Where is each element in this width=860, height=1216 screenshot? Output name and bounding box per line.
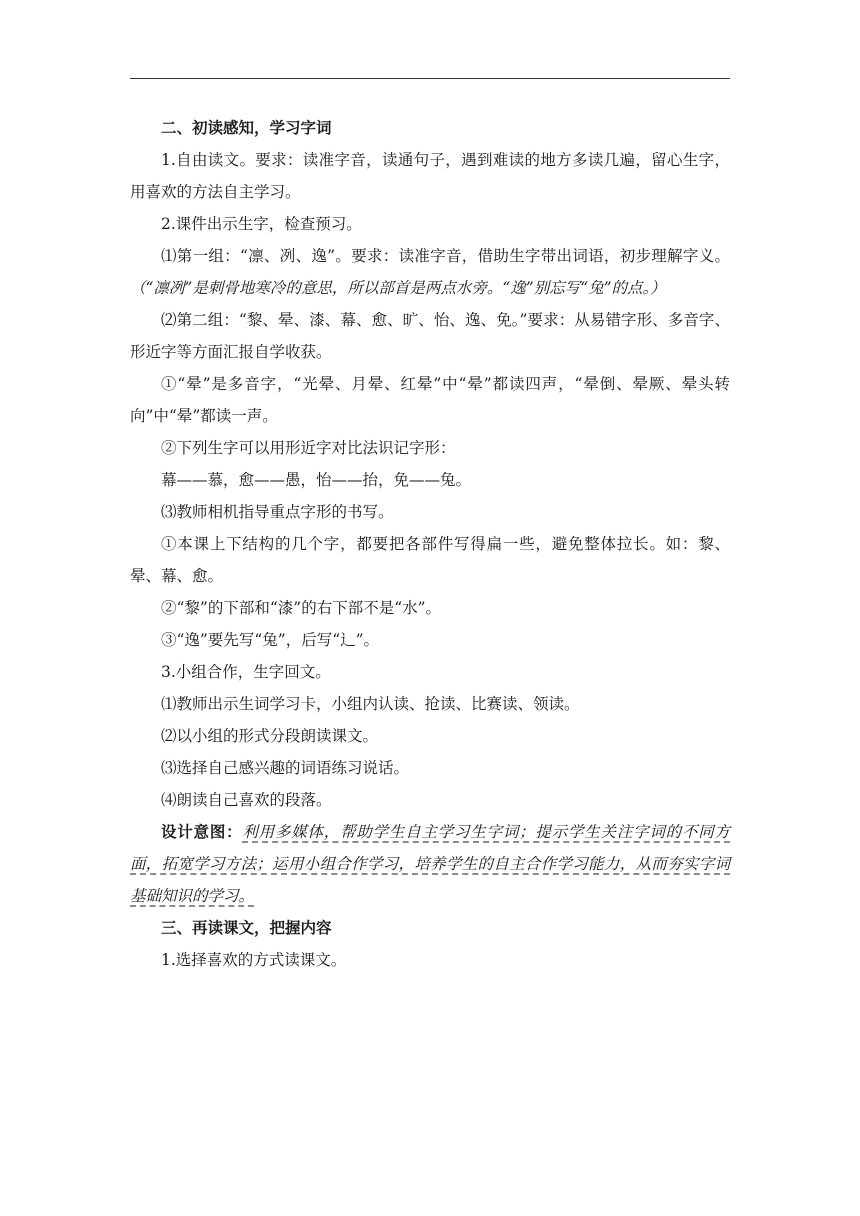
group-one-text: ⑴第一组：“凛、冽、逸”。要求：读准字音，借助生字带出词语，初步理解字义。 xyxy=(161,247,730,265)
paragraph: 1.选择喜欢的方式读课文。 xyxy=(161,951,347,969)
paragraph: 3.小组合作，生字回文。 xyxy=(161,663,331,681)
paragraph: 2.课件出示生字，检查预习。 xyxy=(161,215,362,233)
paragraph: 幕——慕，愈——愚，怡——抬，免——兔。 xyxy=(161,471,472,489)
paragraph xyxy=(130,240,730,304)
section-heading: 二、初读感知，学习字词 xyxy=(161,119,332,137)
paragraph: ⑶教师相机指导重点字形的书写。 xyxy=(161,503,394,521)
paragraph: 1.自由读文。要求：读准字音，读通句子，遇到难读的地方多读几遍，留心生字，用喜欢的方法自主学习。 xyxy=(130,151,730,201)
header-rule xyxy=(130,78,730,79)
paragraph: ⑵第二组：“黎、晕、漆、幕、愈、旷、怡、逸、免。”要求：从易错字形、多音字、形近字等方面汇报自学收获。 xyxy=(130,311,730,361)
document-body xyxy=(130,112,730,976)
paragraph: ⑷朗读自己喜欢的段落。 xyxy=(161,791,332,809)
paragraph: ②下列生字可以用形近字对比法识记字形： xyxy=(161,439,456,457)
paragraph: ③“逸”要先写“兔”，后写“辶”。 xyxy=(161,631,380,649)
paragraph: ⑵以小组的形式分段朗读课文。 xyxy=(161,727,379,745)
section-heading: 三、再读课文，把握内容 xyxy=(161,919,332,937)
paragraph: ⑶选择自己感兴趣的词语练习说话。 xyxy=(161,759,410,777)
paragraph: ⑴教师出示生词学习卡，小组内认读、抢读、比赛读、领读。 xyxy=(161,695,580,713)
paragraph: ①“晕”是多音字，“光晕、月晕、红晕”中“晕”都读四声，“晕倒、晕厥、晕头转向”中“晕”都读一声。 xyxy=(130,375,730,425)
design-intent-text: 利用多媒体，帮助学生自主学习生字词；提示学生关注字词的不同方面，拓宽学习方法；运用小组合作学习，培养学生的自主合作学习能力，从而夯实字词基础知识的学习。 xyxy=(130,823,730,905)
paragraph: ①本课上下结构的几个字，都要把各部件写得扁一些，避免整体拉长。如：黎、晕、幕、愈。 xyxy=(130,535,730,585)
group-one-note: （“凛冽”是刺骨地寒冷的意思，所以部首是两点水旁。“逸”别忘写“兔”的点。） xyxy=(130,279,666,297)
paragraph: ②“黎”的下部和“漆”的右下部不是“水”。 xyxy=(161,599,442,617)
design-intent-label: 设计意图： xyxy=(161,823,243,841)
design-intent xyxy=(130,816,730,912)
